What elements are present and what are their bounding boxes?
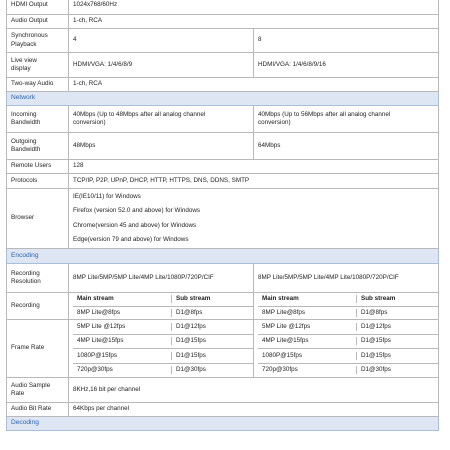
sub-stream-header: Sub stream	[171, 295, 253, 303]
audio-output-value: 1-ch, RCA	[69, 15, 439, 29]
incoming-b-line2: conversion)	[258, 119, 291, 126]
remote-users-value: 128	[69, 160, 439, 174]
protocols-label: Protocols	[7, 174, 69, 189]
browser-item: Edge(version 79 and above) for Windows	[73, 236, 189, 243]
recording-streams-b	[254, 293, 439, 320]
resolution-label-line1: Recording	[11, 269, 40, 277]
frame-rate-main: 720p@30fps	[77, 366, 113, 374]
sync-playback-value-a: 4	[69, 29, 254, 53]
frame-rate-sub: D1@15fps	[171, 337, 253, 345]
two-way-audio-value: 1-ch, RCA	[69, 78, 439, 92]
row-hdmi-output	[7, 0, 439, 15]
frame-rate-main: 720p@30fps	[262, 366, 298, 374]
row-audio-sample-rate	[7, 378, 439, 403]
row-audio-bit-rate	[7, 403, 439, 417]
main-stream-header: Main stream	[262, 295, 299, 303]
audio-output-label: Audio Output	[7, 15, 69, 29]
spec-table	[6, 0, 439, 431]
frame-rate-main: 5MP Lite @12fps	[262, 322, 311, 330]
row-sync-playback	[7, 29, 439, 53]
frame-rate-sub: D1@12fps	[356, 323, 438, 331]
recording-label: Recording	[7, 293, 69, 320]
frame-rate-label: Frame Rate	[7, 320, 69, 378]
frame-rate-main: 1080P@15fps	[262, 351, 303, 359]
row-remote-users	[7, 160, 439, 174]
two-way-audio-label: Two-way Audio	[7, 78, 69, 92]
recording-main-b: 8MP Lite@8fps	[262, 308, 306, 316]
section-title-encoding: Encoding	[7, 249, 439, 264]
row-outgoing-bandwidth	[7, 133, 439, 160]
main-stream-header: Main stream	[77, 295, 114, 303]
section-title-network: Network	[7, 92, 439, 106]
protocols-value: TCP/IP, P2P, UPnP, DHCP, HTTP, HTTPS, DNS, DDNS, SMTP	[69, 174, 439, 189]
frame-rate-sub: D1@30fps	[171, 366, 253, 374]
frame-rate-main: 1080P@15fps	[77, 351, 118, 359]
row-recording	[7, 293, 439, 320]
browser-item: IE(IE10/11) for Windows	[73, 192, 141, 200]
sync-playback-value-b: 8	[254, 29, 439, 53]
section-title-decoding: Decoding	[7, 417, 439, 431]
incoming-bandwidth-value-b	[254, 106, 439, 133]
frame-rate-main: 4MP Lite@15fps	[262, 337, 309, 345]
incoming-bandwidth-value-a	[69, 106, 254, 133]
live-view-label	[7, 53, 69, 78]
outgoing-bandwidth-value-b: 64Mbps	[254, 133, 439, 160]
row-browser	[7, 189, 439, 249]
live-view-value-b: HDMI/VGA: 1/4/6/8/9/16	[254, 53, 439, 78]
incoming-label-line1: Incoming	[11, 110, 37, 118]
browser-item: Firefox (version 52.0 and above) for Windows	[73, 207, 201, 214]
audio-sample-rate-value: 8KHz,16 bit per channel	[69, 378, 439, 403]
incoming-a-line2: conversion)	[73, 119, 106, 126]
frame-rate-sub: D1@15fps	[356, 337, 438, 345]
frame-rate-sub: D1@15fps	[171, 352, 253, 360]
live-view-label-line2: display	[11, 65, 31, 72]
resolution-label-line2: Resolution	[11, 278, 41, 285]
incoming-bandwidth-label	[7, 106, 69, 133]
browser-value	[69, 189, 439, 249]
row-protocols	[7, 174, 439, 189]
incoming-b-line1: 40Mbps (Up to 56Mbps after all analog channel	[258, 110, 391, 118]
sub-stream-header: Sub stream	[356, 295, 438, 303]
row-audio-output	[7, 15, 439, 29]
row-frame-rate	[7, 320, 439, 378]
recording-resolution-label	[7, 264, 69, 293]
recording-resolution-value-a: 8MP Lite/5MP/5MP Lite/4MP Lite/1080P/720P/CIF	[69, 264, 254, 293]
browser-label: Browser	[7, 189, 69, 249]
row-live-view	[7, 53, 439, 78]
incoming-a-line1: 40Mbps (Up to 48Mbps after all analog channel	[73, 110, 206, 118]
audio-sample-label-line1: Audio Sample	[11, 381, 51, 389]
recording-streams-a	[69, 293, 254, 320]
outgoing-label-line2: Bandwidth	[11, 146, 41, 153]
section-network	[7, 92, 439, 106]
outgoing-bandwidth-label	[7, 133, 69, 160]
frame-rate-main: 5MP Lite @12fps	[77, 322, 126, 330]
live-view-label-line1: Live view	[11, 56, 37, 64]
frame-rate-main: 4MP Lite@15fps	[77, 337, 124, 345]
hdmi-output-label: HDMI Output	[7, 0, 69, 15]
recording-sub-b: D1@8fps	[356, 309, 438, 317]
recording-sub-a: D1@8fps	[171, 309, 253, 317]
sync-playback-label: Synchronous Playback	[7, 29, 69, 53]
frame-rate-a	[69, 320, 254, 378]
remote-users-label: Remote Users	[7, 160, 69, 174]
incoming-label-line2: Bandwidth	[11, 119, 41, 126]
row-recording-resolution	[7, 264, 439, 293]
section-decoding	[7, 417, 439, 431]
audio-bit-rate-label: Audio Bit Rate	[7, 403, 69, 417]
frame-rate-sub: D1@15fps	[356, 352, 438, 360]
audio-bit-rate-value: 64Kbps per channel	[69, 403, 439, 417]
outgoing-bandwidth-value-a: 48Mbps	[69, 133, 254, 160]
audio-sample-rate-label	[7, 378, 69, 403]
live-view-value-a: HDMI/VGA: 1/4/6/8/9	[69, 53, 254, 78]
hdmi-output-value: 1024x768/60Hz	[69, 0, 439, 15]
recording-resolution-value-b: 8MP Lite/5MP/5MP Lite/4MP Lite/1080P/720P/CIF	[254, 264, 439, 293]
row-two-way-audio	[7, 78, 439, 92]
frame-rate-sub: D1@12fps	[171, 323, 253, 331]
section-encoding	[7, 249, 439, 264]
frame-rate-b	[254, 320, 439, 378]
row-incoming-bandwidth	[7, 106, 439, 133]
recording-main-a: 8MP Lite@8fps	[77, 308, 121, 316]
browser-item: Chrome(version 45 and above) for Windows	[73, 221, 197, 229]
outgoing-label-line1: Outgoing	[11, 137, 37, 145]
audio-sample-label-line2: Rate	[11, 390, 25, 397]
frame-rate-sub: D1@30fps	[356, 366, 438, 374]
